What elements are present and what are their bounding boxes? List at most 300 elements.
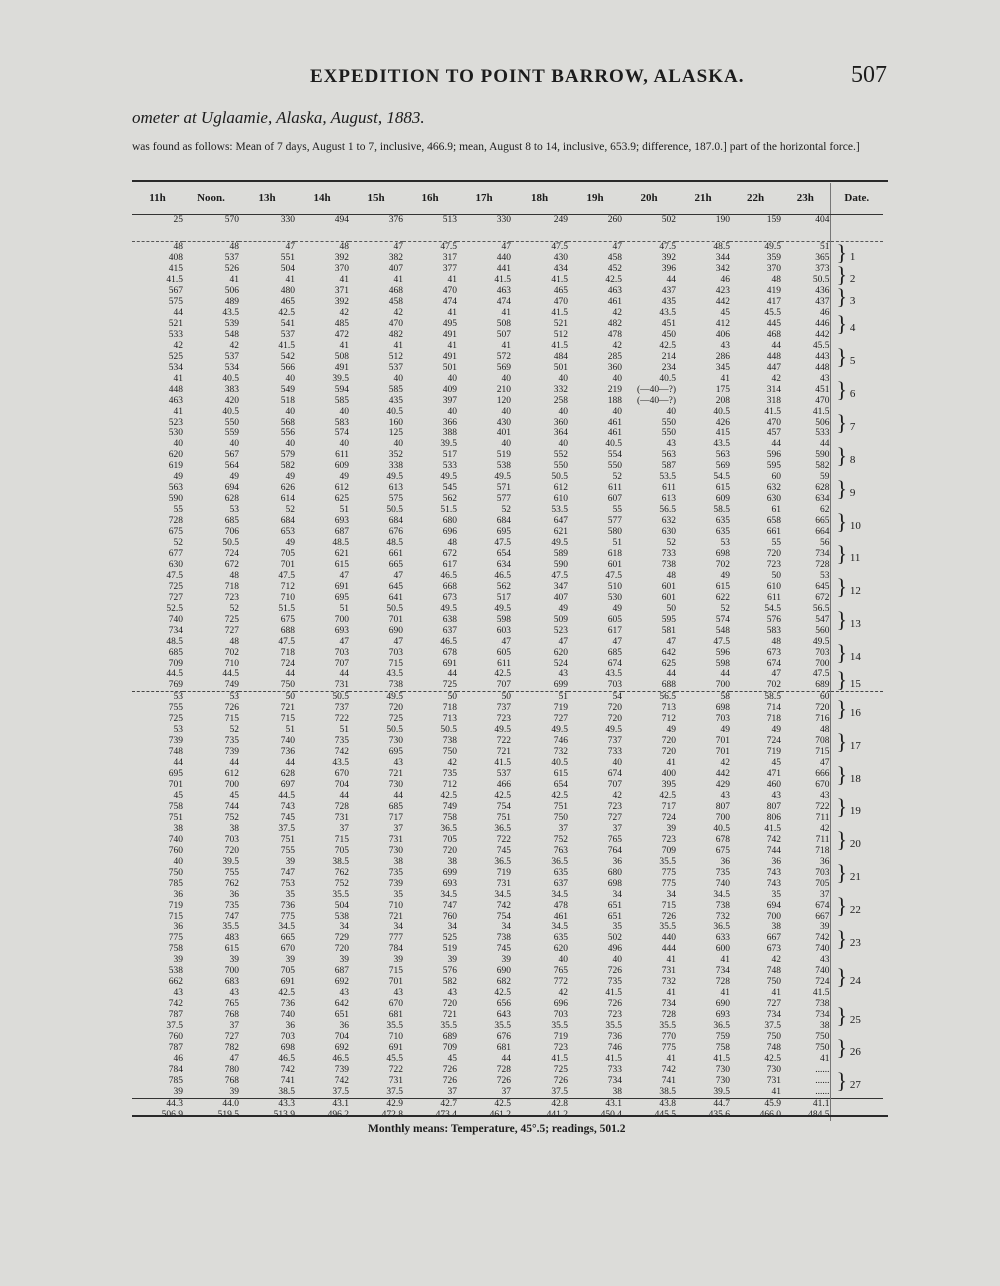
table-cell: 504 — [280, 264, 295, 275]
table-cell: 738 — [442, 736, 457, 747]
table-cell: 751 — [496, 812, 511, 823]
table-cell: 373 — [815, 264, 830, 275]
table-cell: 56 — [820, 538, 830, 549]
table-cell: 740 — [280, 736, 295, 747]
table-cell: 34 — [612, 889, 622, 900]
table-cell: 537 — [224, 253, 239, 264]
table-cell: 506 — [815, 417, 830, 428]
table-cell: 622 — [715, 592, 730, 603]
table-cell: 734 — [661, 999, 676, 1010]
table-cell: 641 — [388, 592, 403, 603]
table-cell: 720 — [388, 703, 403, 714]
table-cell: 48 — [666, 570, 676, 581]
date-label: 8 — [847, 453, 856, 466]
table-cell: 736 — [607, 1032, 622, 1042]
table-cell: 452 — [607, 264, 622, 275]
table-cell: 37 — [612, 823, 622, 834]
table-cell: 53 — [173, 725, 183, 736]
table-cell: 748 — [766, 1042, 781, 1053]
table-cell: 47.5 — [551, 242, 568, 253]
table-cell: 749 — [224, 680, 239, 691]
table-cell: 750 — [766, 977, 781, 988]
table-cell: 53.5 — [551, 505, 568, 516]
date-label: 14 — [847, 651, 861, 664]
table-cell: 607 — [607, 494, 622, 505]
table-cell: 44.5 — [222, 669, 239, 680]
table-cell: 39 — [173, 1086, 183, 1097]
table-row — [132, 571, 883, 582]
table-cell: 726 — [224, 703, 239, 714]
table-row — [132, 308, 883, 319]
table-cell: 740 — [715, 878, 730, 889]
date-cell — [830, 725, 883, 758]
table-cell: 61 — [771, 505, 781, 516]
table-cell: 47 — [393, 242, 403, 253]
table-cell: 552 — [553, 450, 568, 461]
table-cell: 41.5 — [605, 1053, 622, 1064]
date-label: 12 — [847, 585, 861, 598]
table-cell: 47.5 — [812, 669, 830, 680]
table-cell: 41.1 — [781, 1098, 830, 1109]
table-cell: 38.5 — [332, 856, 349, 867]
table-cell: 722 — [388, 1064, 403, 1075]
table-cell: 563 — [661, 450, 676, 461]
table-cell: 494 — [295, 215, 349, 242]
table-cell: 726 — [553, 1075, 568, 1086]
date-cell — [830, 374, 883, 407]
table-cell: 678 — [715, 834, 730, 845]
table-cell: 388 — [442, 428, 457, 439]
table-cell: 49 — [720, 725, 730, 736]
table-cell: 559 — [224, 428, 239, 439]
table-cell: 258 — [553, 395, 568, 406]
table-cell: 47 — [501, 636, 511, 647]
table-row — [132, 516, 883, 527]
table-cell: 46 — [720, 275, 730, 286]
table-cell: 564 — [224, 461, 239, 472]
table-row — [132, 363, 883, 374]
table-cell: 563 — [168, 483, 183, 494]
brace-mark: } — [836, 541, 848, 567]
brace-mark: } — [836, 667, 848, 693]
table-cell: 482 — [388, 329, 403, 340]
table-cell: 44 — [447, 669, 457, 680]
table-cell: 720 — [442, 999, 457, 1010]
table-cell: 741 — [661, 1075, 676, 1086]
table-cell: 751 — [168, 812, 183, 823]
table-cell: 47 — [666, 636, 676, 647]
table-cell: 651 — [607, 911, 622, 922]
table-cell: 574 — [334, 428, 349, 439]
table-cell: 210 — [496, 384, 511, 395]
table-cell: 40 — [612, 373, 622, 384]
table-cell: 711 — [815, 834, 830, 845]
brace-mark: } — [836, 344, 848, 370]
table-cell: 249 — [511, 215, 568, 242]
table-cell: 407 — [553, 592, 568, 603]
table-cell: 784 — [388, 944, 403, 955]
table-cell: 550 — [224, 417, 239, 428]
table-cell: 40 — [666, 406, 676, 417]
table-cell: 598 — [715, 658, 730, 669]
table-cell: 40 — [393, 373, 403, 384]
table-cell: 39 — [393, 955, 403, 966]
table-cell: 700 — [766, 911, 781, 922]
table-cell: 52 — [666, 538, 676, 549]
table-cell: 318 — [766, 395, 781, 406]
table-cell: 43 — [820, 373, 830, 384]
table-cell: 718 — [815, 845, 830, 856]
table-cell: 41.5 — [494, 758, 511, 769]
table-cell: 728 — [661, 1010, 676, 1021]
table-cell: 519 — [496, 450, 511, 461]
table-cell: 35 — [612, 922, 622, 933]
table-cell: 517 — [442, 450, 457, 461]
table-cell: 435 — [388, 395, 403, 406]
table-cell: 47 — [285, 242, 295, 253]
table-cell: 682 — [496, 977, 511, 988]
table-cell: 717 — [661, 801, 676, 812]
table-cell: 53 — [132, 692, 183, 703]
table-cell: 719 — [496, 867, 511, 878]
column-header: Noon. — [183, 183, 239, 215]
table-cell: 40.5 — [659, 373, 676, 384]
table-cell: 509 — [553, 614, 568, 625]
table-cell: 545 — [442, 483, 457, 494]
table-cell: 41 — [393, 275, 403, 286]
table-cell: 160 — [388, 417, 403, 428]
table-cell: 43 — [393, 758, 403, 769]
table-cell: 787 — [168, 1042, 183, 1053]
table-subtitle: ometer at Uglaamie, Alaska, August, 1883. — [132, 108, 425, 127]
table-cell: 688 — [280, 625, 295, 636]
table-cell: 36 — [820, 856, 830, 867]
date-cell — [830, 604, 883, 637]
table-cell: 736 — [280, 999, 295, 1010]
table-cell: 728 — [168, 516, 183, 527]
table-cell: 412 — [715, 318, 730, 329]
table-cell: 40 — [558, 373, 568, 384]
table-cell: 574 — [715, 614, 730, 625]
table-cell: 41.5 — [494, 275, 511, 286]
table-cell: 615 — [715, 483, 730, 494]
table-cell: 43.1 — [568, 1098, 622, 1109]
table-cell: 765 — [553, 966, 568, 977]
table-cell: 685 — [607, 647, 622, 658]
date-cell — [830, 999, 883, 1032]
table-cell: 41 — [447, 340, 457, 351]
table-cell: 50.5 — [440, 725, 457, 736]
table-cell: 474 — [442, 297, 457, 308]
table-cell: 44 — [285, 669, 295, 680]
table-row — [132, 483, 883, 494]
table-cell: 730 — [715, 1064, 730, 1075]
table-cell: 742 — [766, 834, 781, 845]
table-cell: 47.5 — [659, 242, 676, 253]
table-cell: 665 — [280, 933, 295, 944]
table-cell: 40 — [339, 439, 349, 450]
table-cell: 525 — [168, 351, 183, 362]
table-cell: 576 — [766, 614, 781, 625]
table-cell: 47 — [393, 570, 403, 581]
table-row — [132, 835, 883, 846]
table-cell: 55 — [771, 538, 781, 549]
table-cell: 417 — [766, 297, 781, 308]
table-row — [132, 999, 883, 1010]
column-header: 21h — [676, 183, 730, 215]
date-cell — [830, 1032, 883, 1065]
table-cell: 567 — [224, 450, 239, 461]
table-cell: 49 — [285, 472, 295, 483]
table-cell: 740 — [815, 966, 830, 977]
table-cell: 50.5 — [222, 538, 239, 549]
table-cell: 521 — [553, 318, 568, 329]
table-cell: 745 — [280, 812, 295, 823]
table-cell: 40 — [612, 406, 622, 417]
table-cell: 550 — [607, 461, 622, 472]
table-cell: 40.5 — [605, 439, 622, 450]
table-cell: 720 — [442, 845, 457, 856]
table-cell: 49.5 — [440, 472, 457, 483]
date-label: 3 — [847, 295, 856, 307]
brace-mark: } — [836, 508, 848, 534]
table-cell: 742 — [334, 1075, 349, 1086]
table-cell: 34.5 — [713, 889, 730, 900]
table-cell: 44.5 — [166, 669, 183, 680]
table-cell: 589 — [553, 548, 568, 559]
table-cell: 43 — [820, 955, 830, 966]
table-cell: 43 — [393, 988, 403, 999]
table-cell: 42 — [558, 988, 568, 999]
table-cell: 760 — [168, 845, 183, 856]
table-cell: 37 — [339, 823, 349, 834]
table-cell: 753 — [280, 878, 295, 889]
table-cell: 344 — [715, 253, 730, 264]
table-cell: 37 — [393, 823, 403, 834]
table-cell: 44 — [720, 669, 730, 680]
table-cell: 702 — [766, 680, 781, 691]
brace-mark: } — [836, 475, 848, 501]
table-cell: 51 — [612, 538, 622, 549]
table-cell: 43.5 — [332, 758, 349, 769]
table-cell: 41.5 — [812, 406, 830, 417]
table-cell: 45 — [771, 758, 781, 769]
table-cell: 590 — [815, 450, 830, 461]
table-cell: 670 — [280, 944, 295, 955]
table-cell: 286 — [715, 351, 730, 362]
table-cell: 506 — [224, 286, 239, 297]
table-cell: 734 — [815, 1010, 830, 1021]
table-row — [132, 439, 883, 450]
table-cell: 40.5 — [222, 406, 239, 417]
table-cell: 49 — [771, 725, 781, 736]
table-cell: 34 — [666, 889, 676, 900]
table-cell: 352 — [388, 450, 403, 461]
table-cell: 45.5 — [764, 308, 781, 318]
table-cell: 727 — [553, 714, 568, 725]
table-cell: 448 — [168, 384, 183, 395]
table-cell: 704 — [334, 780, 349, 791]
table-cell: 38 — [173, 823, 183, 834]
table-cell: 48.5 — [332, 538, 349, 549]
table-cell: 36 — [612, 856, 622, 867]
table-cell: 41 — [339, 340, 349, 351]
table-cell: 533 — [442, 461, 457, 472]
table-cell: 715 — [388, 966, 403, 977]
table-cell: 628 — [280, 769, 295, 780]
date-label: 5 — [847, 355, 856, 368]
table-cell: 720 — [815, 703, 830, 714]
table-cell: 706 — [224, 527, 239, 538]
table-cell: 219 — [607, 384, 622, 395]
table-cell: 58.5 — [730, 692, 781, 703]
table-cell: 40 — [173, 439, 183, 450]
date-cell — [830, 637, 883, 670]
table-cell: 125 — [388, 428, 403, 439]
table-cell: 188 — [607, 395, 622, 406]
table-cell: 47 — [820, 758, 830, 769]
table-cell: 52 — [229, 603, 239, 614]
table-cell: 577 — [607, 516, 622, 527]
header-row — [132, 183, 883, 215]
table-cell: 647 — [553, 516, 568, 527]
date-label: 6 — [847, 388, 856, 401]
table-cell: 35.5 — [659, 922, 676, 933]
table-cell: 747 — [224, 911, 239, 922]
table-cell: 37.5 — [764, 1021, 781, 1032]
table-cell: 670 — [334, 769, 349, 780]
table-cell: 674 — [607, 658, 622, 669]
table-cell: 637 — [442, 625, 457, 636]
table-row — [132, 1021, 883, 1032]
table-cell: 49.5 — [349, 692, 403, 703]
table-cell: 782 — [224, 1042, 239, 1053]
table-row — [132, 977, 883, 988]
table-cell: 700 — [715, 680, 730, 691]
table-cell: 725 — [388, 714, 403, 725]
table-cell: 719 — [553, 1032, 568, 1042]
table-cell: 710 — [224, 658, 239, 669]
table-cell: 40 — [393, 439, 403, 450]
table-cell: 700 — [224, 966, 239, 977]
column-header: 15h — [349, 183, 403, 215]
brace-mark: } — [836, 377, 848, 403]
table-cell: 35 — [285, 889, 295, 900]
table-cell: 47.5 — [713, 636, 730, 647]
table-cell: 44 — [173, 308, 183, 318]
table-cell: 707 — [496, 680, 511, 691]
date-label: 19 — [847, 805, 861, 818]
table-cell: 48.5 — [386, 538, 403, 549]
table-cell: 728 — [496, 1064, 511, 1075]
table-cell: 567 — [168, 286, 183, 297]
table-cell: 621 — [553, 527, 568, 538]
table-cell: 733 — [661, 548, 676, 559]
table-cell: 534 — [168, 362, 183, 373]
table-cell: 765 — [607, 834, 622, 845]
table-cell: 41.5 — [713, 1053, 730, 1064]
table-cell: 44 — [229, 758, 239, 769]
table-cell: 673 — [442, 592, 457, 603]
table-cell: 41.5 — [812, 988, 830, 999]
table-cell: 392 — [661, 253, 676, 264]
table-cell: 45 — [720, 308, 730, 318]
brace-mark: } — [836, 1002, 848, 1028]
table-row — [132, 933, 883, 944]
table-cell: 715 — [334, 834, 349, 845]
table-cell: 39 — [229, 955, 239, 966]
table-cell: 45 — [229, 791, 239, 802]
date-cell-empty — [830, 1098, 883, 1109]
table-cell: 49.5 — [440, 603, 457, 614]
table-cell: 731 — [766, 1075, 781, 1086]
table-cell: 41 — [820, 1053, 830, 1064]
table-cell: 41 — [447, 275, 457, 286]
brace-mark: } — [836, 607, 848, 633]
table-cell: 758 — [168, 944, 183, 955]
table-cell: 42 — [771, 955, 781, 966]
table-cell: 51 — [820, 242, 830, 253]
table-cell: 47 — [558, 636, 568, 647]
table-cell: 729 — [334, 933, 349, 944]
table-row — [132, 560, 883, 571]
table-row — [132, 868, 883, 879]
table-cell: 618 — [607, 548, 622, 559]
column-header-date: Date. — [830, 183, 883, 215]
table-cell: 48.5 — [166, 636, 183, 647]
table-cell: 52 — [173, 538, 183, 549]
table-cell: 635 — [553, 867, 568, 878]
table-cell: 563 — [715, 450, 730, 461]
table-cell: 53 — [720, 538, 730, 549]
table-cell: 772 — [553, 977, 568, 988]
table-cell: 41.5 — [166, 275, 183, 286]
table-cell: 42.5 — [764, 1053, 781, 1064]
table-cell: 668 — [442, 581, 457, 592]
table-cell: 585 — [388, 384, 403, 395]
table-row — [132, 857, 883, 868]
table-cell: 725 — [224, 614, 239, 625]
table-cell: 285 — [607, 351, 622, 362]
table-cell: 703 — [388, 647, 403, 658]
table-cell: 807 — [766, 801, 781, 812]
table-cell: 740 — [168, 834, 183, 845]
date-cell — [830, 407, 883, 440]
table-cell: 568 — [280, 417, 295, 428]
table-cell: 549 — [280, 384, 295, 395]
table-cell: 715 — [815, 747, 830, 758]
table-cell: 38 — [820, 1021, 830, 1032]
table-cell: 785 — [168, 1075, 183, 1086]
table-cell: 44.7 — [676, 1098, 730, 1109]
table-cell: 724 — [280, 658, 295, 669]
table-cell: 733 — [607, 1064, 622, 1075]
table-cell: 37 — [820, 889, 830, 900]
table-cell: 40 — [285, 406, 295, 417]
table-cell: 693 — [715, 1010, 730, 1021]
brace-mark: } — [836, 284, 848, 309]
table-cell: 759 — [715, 1032, 730, 1042]
table-cell: 42 — [771, 373, 781, 384]
table-cell: 43 — [666, 439, 676, 450]
table-cell: 41 — [720, 955, 730, 966]
table-cell: 35.5 — [332, 889, 349, 900]
table-cell: 749 — [442, 801, 457, 812]
table-cell: 684 — [388, 516, 403, 527]
table-cell: 49.5 — [494, 603, 511, 614]
table-cell: 49 — [558, 603, 568, 614]
table-cell: 48 — [339, 242, 349, 253]
